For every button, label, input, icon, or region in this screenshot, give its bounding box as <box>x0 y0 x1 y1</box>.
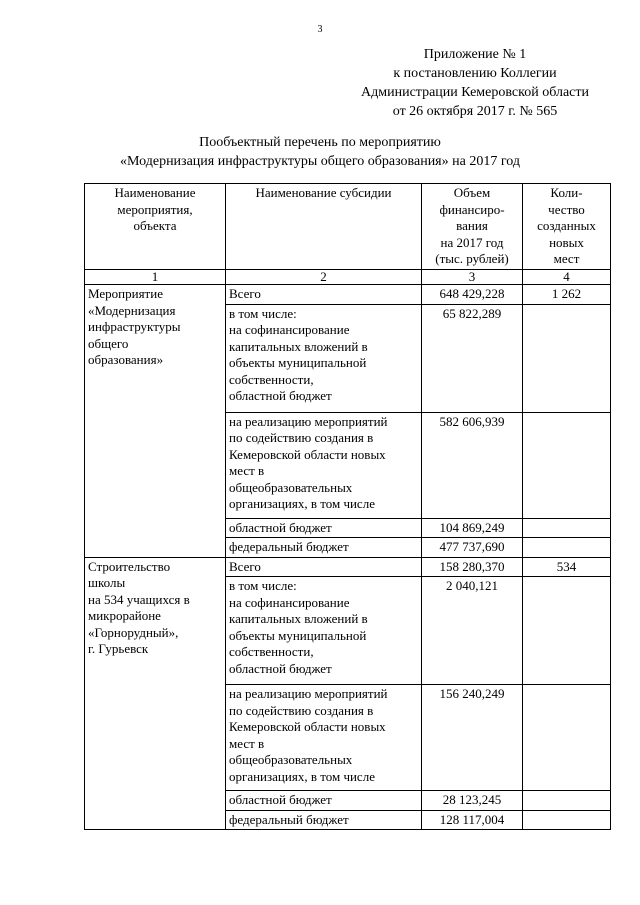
cell-line: областной бюджет <box>229 519 332 535</box>
cell-line: Наименование <box>114 185 196 200</box>
cell-line: мест в <box>229 735 265 751</box>
cell-line: Кемеровской области новых <box>229 719 386 734</box>
places-cell <box>523 538 611 558</box>
cell-line: на 534 учащихся в <box>88 591 190 607</box>
amount-cell: 156 240,249 <box>422 685 523 791</box>
cell-line: школы <box>88 575 126 590</box>
cell-line: Объем <box>453 185 491 200</box>
document-title <box>0 133 640 171</box>
cell-line: образования» <box>88 352 164 367</box>
places-cell <box>523 791 611 811</box>
cell-line: капитальных вложений в <box>229 611 368 626</box>
header-financing-volume <box>422 184 523 270</box>
cell-line: объекта <box>133 218 177 233</box>
cell-line: на софинансирование <box>229 594 350 610</box>
cell-line: мероприятия, <box>117 201 193 217</box>
cell-line: общеобразовательных <box>229 752 353 767</box>
cell-line: Наименование субсидии <box>255 185 392 200</box>
cell-line: мест <box>553 251 580 266</box>
places-cell <box>523 412 611 518</box>
places-cell: 534 <box>523 557 611 577</box>
amount-cell: 648 429,228 <box>422 285 523 305</box>
places-cell <box>523 577 611 685</box>
header-row <box>85 184 611 270</box>
cell-line: Всего <box>229 558 261 574</box>
cell-line: общего <box>88 335 129 351</box>
cell-line: федеральный бюджет <box>229 811 349 827</box>
subsidy-cell <box>226 518 422 538</box>
cell-line: в том числе: <box>229 305 297 321</box>
title-line: «Модернизация инфраструктуры общего образования» на 2017 год <box>120 154 520 169</box>
subsidy-cell <box>226 685 422 791</box>
cell-line: по содействию создания в <box>229 430 374 445</box>
appendix-line: Приложение № 1 <box>423 47 527 62</box>
cell-line: капитальных вложений в <box>229 338 368 354</box>
appendix-line: от 26 октября 2017 г. № 565 <box>392 104 558 119</box>
header-subsidy-name <box>226 184 422 270</box>
amount-cell: 582 606,939 <box>422 412 523 518</box>
column-number: 4 <box>523 270 611 285</box>
subsidy-cell <box>226 557 422 577</box>
table-body <box>85 184 611 830</box>
places-cell: 1 262 <box>523 285 611 305</box>
financing-table <box>84 183 611 830</box>
column-number: 2 <box>226 270 422 285</box>
cell-line: чество <box>548 201 585 217</box>
column-number-row <box>85 270 611 285</box>
cell-line: финансиро- <box>439 201 505 217</box>
page-number: 3 <box>317 24 323 35</box>
cell-line: мест в <box>229 463 265 478</box>
cell-line: областной бюджет <box>229 660 332 676</box>
subsidy-cell <box>226 304 422 412</box>
cell-line: на реализацию мероприятий <box>229 686 388 701</box>
cell-line: созданных <box>537 218 596 233</box>
cell-line: объекты муниципальной <box>229 627 367 643</box>
cell-line: вания <box>456 218 488 233</box>
event-name-cell <box>85 285 226 558</box>
appendix-line: к постановлению Коллегии <box>393 66 557 81</box>
appendix-line: Администрации Кемеровской области <box>361 85 589 100</box>
amount-cell: 65 822,289 <box>422 304 523 412</box>
amount-cell: 28 123,245 <box>422 791 523 811</box>
cell-line: Коли- <box>550 185 583 200</box>
subsidy-cell <box>226 412 422 518</box>
places-cell <box>523 304 611 412</box>
header-new-places <box>523 184 611 270</box>
places-cell <box>523 518 611 538</box>
subsidy-cell <box>226 577 422 685</box>
cell-line: микрорайоне <box>88 608 161 623</box>
cell-line: собственности, <box>229 371 314 387</box>
cell-line: объекты муниципальной <box>229 355 367 370</box>
cell-line: федеральный бюджет <box>229 539 349 554</box>
column-number: 1 <box>85 270 226 285</box>
cell-line: организациях, в том числе <box>229 768 375 784</box>
cell-line: по содействию создания в <box>229 702 374 718</box>
cell-line: на софинансирование <box>229 322 350 337</box>
amount-cell: 104 869,249 <box>422 518 523 538</box>
cell-line: (тыс. рублей) <box>435 251 509 266</box>
cell-line: Мероприятие <box>88 286 163 301</box>
title-line: Пообъектный перечень по мероприятию <box>199 135 441 150</box>
places-cell <box>523 685 611 791</box>
subsidy-cell <box>226 285 422 305</box>
amount-cell: 128 117,004 <box>422 810 523 830</box>
cell-line: «Модернизация <box>88 302 176 318</box>
cell-line: собственности, <box>229 644 314 659</box>
table-row <box>85 557 611 577</box>
cell-line: областной бюджет <box>229 388 332 403</box>
cell-line: Кемеровской области новых <box>229 446 386 462</box>
cell-line: инфраструктуры <box>88 319 181 334</box>
cell-line: новых <box>549 234 584 250</box>
event-name-cell <box>85 557 226 830</box>
cell-line: организациях, в том числе <box>229 496 375 511</box>
amount-cell: 2 040,121 <box>422 577 523 685</box>
header-event-name <box>85 184 226 270</box>
cell-line: областной бюджет <box>229 792 332 807</box>
cell-line: Всего <box>229 286 261 301</box>
subsidy-cell <box>226 810 422 830</box>
cell-line: г. Гурьевск <box>88 641 149 656</box>
places-cell <box>523 810 611 830</box>
cell-line: Строительство <box>88 558 171 574</box>
cell-line: на реализацию мероприятий <box>229 413 388 429</box>
cell-line: «Горнорудный», <box>88 624 179 640</box>
amount-cell: 477 737,690 <box>422 538 523 558</box>
cell-line: в том числе: <box>229 578 297 593</box>
subsidy-cell <box>226 791 422 811</box>
cell-line: на 2017 год <box>440 234 504 250</box>
cell-line: общеобразовательных <box>229 479 353 495</box>
table-row <box>85 285 611 305</box>
amount-cell: 158 280,370 <box>422 557 523 577</box>
subsidy-cell <box>226 538 422 558</box>
column-number: 3 <box>422 270 523 285</box>
appendix-block <box>361 45 589 121</box>
